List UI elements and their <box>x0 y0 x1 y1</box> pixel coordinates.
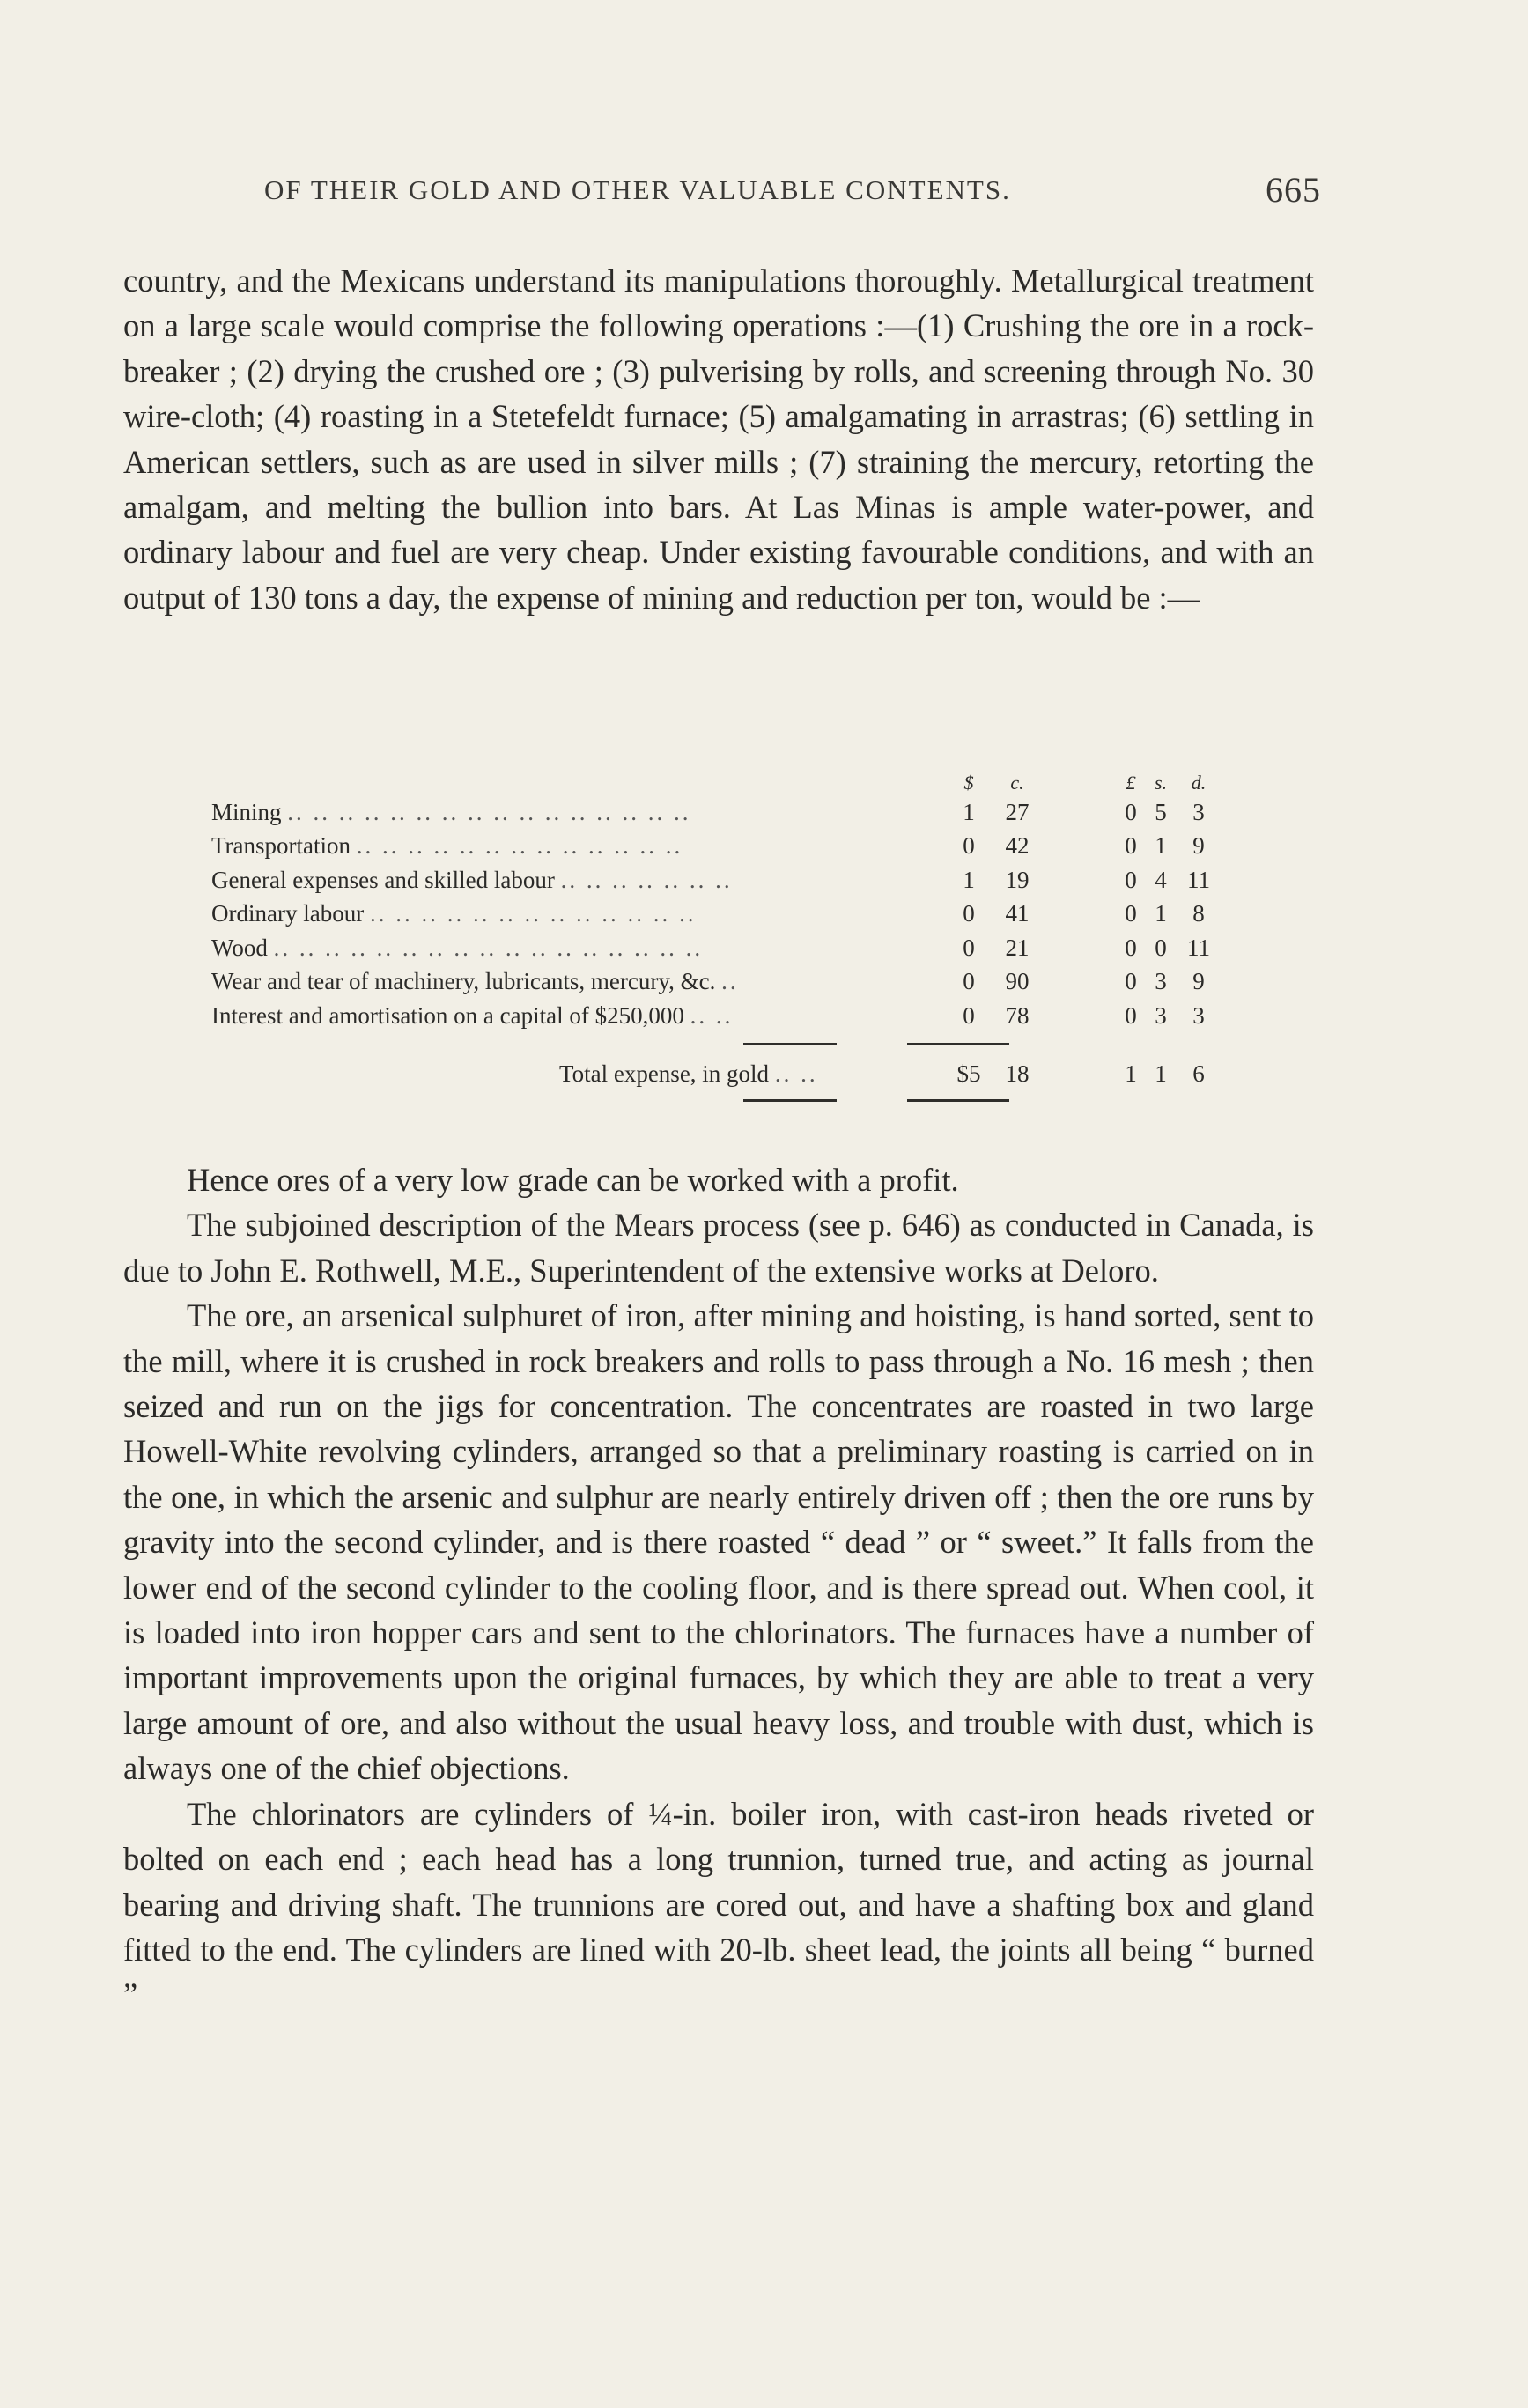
row-shillings: 4 <box>1155 866 1167 893</box>
row-cents: 21 <box>1005 934 1030 961</box>
sum-rule-pounds <box>907 1043 1009 1045</box>
row-shillings: 1 <box>1155 832 1167 859</box>
row-pence: 3 <box>1192 1001 1205 1029</box>
row-pounds: 0 <box>1125 866 1137 893</box>
row-dollars: 1 <box>963 798 975 825</box>
total-cents: 18 <box>1005 1060 1030 1087</box>
row-dollars: 1 <box>963 866 975 893</box>
row-pence: 11 <box>1187 934 1210 961</box>
paragraph-mears-process: The subjoined description of the Mears process (see p. 646) as conducted in Canada, is due to John E. Rothwell, M.E., Superintendent of the extensive works at Deloro. <box>123 1207 1314 1289</box>
units-row <box>211 765 1251 799</box>
row-label: Mining <box>211 798 282 825</box>
row-dots: .. .. .. .. .. .. .. .. .. .. .. .. .. .. .. .. .. <box>273 934 704 961</box>
row-dollars: 0 <box>963 832 975 859</box>
row-cents: 90 <box>1005 968 1030 994</box>
sum-rule-dollars <box>743 1043 837 1045</box>
cost-row <box>211 900 1251 934</box>
row-pounds: 0 <box>1125 798 1137 825</box>
row-label: Wear and tear of machinery, lubricants, mercury, &c. <box>211 968 716 994</box>
page-number: 665 <box>1266 170 1321 210</box>
running-head <box>264 170 1321 210</box>
row-pounds: 0 <box>1125 934 1137 961</box>
total-dots: .. .. <box>774 1060 818 1087</box>
row-dots: .. .. .. .. .. .. .. .. .. .. .. .. .. <box>369 900 697 927</box>
total-row <box>211 1060 1251 1095</box>
total-label: Total expense, in gold <box>559 1060 770 1087</box>
row-label: Interest and amortisation on a capital of $250,000 <box>211 1001 684 1029</box>
row-dollars: 0 <box>963 934 975 961</box>
cost-row <box>211 832 1251 867</box>
unit-shilling: s. <box>1154 772 1168 794</box>
row-dots: .. .. .. .. .. .. .. <box>560 866 733 893</box>
row-shillings: 0 <box>1155 934 1167 961</box>
cost-row <box>211 1002 1251 1037</box>
total-pence: 6 <box>1192 1060 1205 1087</box>
row-label: Ordinary labour <box>211 900 365 927</box>
unit-cent: c. <box>1010 772 1024 794</box>
cost-row <box>211 799 1251 833</box>
row-cents: 19 <box>1005 866 1030 893</box>
unit-pence: d. <box>1191 772 1207 794</box>
total-rule-pounds <box>907 1099 1009 1102</box>
row-pounds: 0 <box>1125 900 1137 927</box>
row-dots: .. .. .. .. .. .. .. .. .. .. .. .. .. .. .. .. <box>287 798 691 825</box>
running-title: OF THEIR GOLD AND OTHER VALUABLE CONTENTS. <box>264 174 1011 205</box>
total-rule-dollars <box>743 1099 837 1102</box>
intro-text <box>123 258 1314 620</box>
row-dollars: 0 <box>963 968 975 994</box>
row-pence: 9 <box>1192 832 1205 859</box>
row-pence: 9 <box>1192 968 1205 994</box>
cost-row <box>211 867 1251 901</box>
unit-pound: £ <box>1126 772 1136 794</box>
row-cents: 27 <box>1005 798 1030 825</box>
row-shillings: 1 <box>1155 900 1167 927</box>
row-dollars: 0 <box>963 900 975 927</box>
body-text <box>123 1157 1314 2018</box>
row-dots: .. <box>721 968 739 994</box>
paragraph-chlorinators: The chlorinators are cylinders of ¼-in. boiler iron, with cast-iron heads riveted or bolted on each end ; each head has a long trunnion, turned true, and acting as journal bearing and driving shaft. The trunnions are cored out, and have a shafting box and gland fitted to the end. The cylinders are lined with 20-lb. sheet lead, the joints all being “ burned ” <box>123 1795 1314 2013</box>
row-dots: .. .. .. .. .. .. .. .. .. .. .. .. .. <box>356 832 683 859</box>
cost-table <box>211 765 1251 1036</box>
row-label: Transportation <box>211 832 351 859</box>
unit-dollar: $ <box>963 772 974 794</box>
paragraph-low-grade: Hence ores of a very low grade can be worked with a profit. <box>187 1162 959 1198</box>
row-shillings: 5 <box>1155 798 1167 825</box>
row-pence: 11 <box>1187 866 1210 893</box>
row-label: Wood <box>211 934 268 961</box>
row-cents: 42 <box>1005 832 1030 859</box>
row-shillings: 3 <box>1155 1001 1167 1029</box>
paragraph-intro: country, and the Mexicans understand its manipulations thoroughly. Metallurgical treatment on a large scale would comprise the following operations :—(1) Crushing the ore in a rock-breaker ; (2) drying the crushed ore ; (3) pulverising by rolls, and screening through No. 30 wire-cloth; (4) roasting in a Stetefeldt furnace; (5) amalgamating in arrastras; (6) settling in American settlers, such as are used in silver mills ; (7) straining the mercury, retorting the amalgam, and melting the bullion into bars. At Las Minas is ample water-power, and ordinary labour and fuel are very cheap. Under existing favourable conditions, and with an output of 130 tons a day, the expense of mining and reduction per ton, would be :— <box>123 262 1314 616</box>
total-pounds: 1 <box>1125 1060 1137 1087</box>
row-shillings: 3 <box>1155 968 1167 994</box>
row-pence: 8 <box>1192 900 1205 927</box>
paragraph-ore-treatment: The ore, an arsenical sulphuret of iron, after mining and hoisting, is hand sorted, sent to the mill, where it is crushed in rock breakers and rolls to pass through a No. 16 mesh ; then seized and run on the jigs for concentration. The concentrates are roasted in two large Howell-White revolving cylinders, arranged so that a preliminary roasting is carried on in the one, in which the arsenic and sulphur are nearly entirely driven off ; then the ore runs by gravity into the second cylinder, and is there roasted “ dead ” or “ sweet.” It falls from the lower end of the second cylinder to the cooling floor, and is there spread out. When cool, it is loaded into iron hopper cars and sent to the chlorinators. The furnaces have a number of important improvements upon the original furnaces, by which they are able to treat a very large amount of ore, and also without the usual heavy loss, and trouble with dust, which is always one of the chief objections. <box>123 1297 1314 1787</box>
total-shillings: 1 <box>1155 1060 1167 1087</box>
row-cents: 78 <box>1005 1001 1030 1029</box>
cost-row <box>211 934 1251 969</box>
row-pence: 3 <box>1192 798 1205 825</box>
row-dots: .. .. <box>690 1001 734 1029</box>
total-dollars: $5 <box>956 1060 981 1087</box>
row-pounds: 0 <box>1125 968 1137 994</box>
row-pounds: 0 <box>1125 832 1137 859</box>
row-dollars: 0 <box>963 1001 975 1029</box>
row-pounds: 0 <box>1125 1001 1137 1029</box>
row-label: General expenses and skilled labour <box>211 866 555 893</box>
cost-row <box>211 968 1251 1002</box>
row-cents: 41 <box>1005 900 1030 927</box>
